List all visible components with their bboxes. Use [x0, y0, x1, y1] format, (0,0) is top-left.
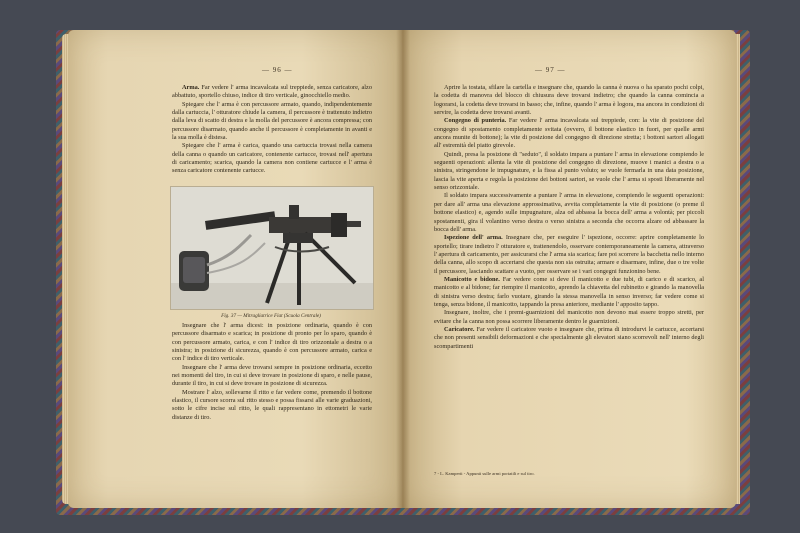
paragraph-text: Far vedere come si deve il manicotto e due tubi, di carico e di scarico, al manicotto e al bidone; far riempire il manicotto, aprendo la chiavetta del rubinetto e girando la manovella di sinistra verso destra; farlo vuotare, girando la stessa manovella in senso inverso; far vedere come si tenga, senza bidone, il manicotto, tappando la presa anteriore, mediante l' apposito tappo.: [434, 275, 704, 308]
figure-caption: Fig. 37 — Mitragliatrice Fiat (Scuola Centrale): [221, 313, 321, 319]
left-page-number: — 96 —: [262, 66, 293, 74]
paragraph: [434, 276, 704, 309]
paragraph-heading: Manicotto e bidone.: [444, 275, 500, 283]
paragraph-text: Insegnare che l' arma dicesi: in posizione ordinaria, quando è con percussore disarmato e scarica; in posizione di pronto per lo sparo, quando è con percussore armato, carica, e con l' indice di tiro orizzontale a destra o a sinistra; in posizione di sicurezza, quando è con percussore armato, carica e con l' indice di tiro verticale.: [172, 322, 372, 363]
right-text: [434, 84, 704, 351]
paragraph: [434, 234, 704, 276]
paragraph-heading: Caricatore.: [444, 325, 475, 333]
paragraph: [434, 84, 704, 117]
paragraph: [434, 309, 704, 326]
right-page-number: — 97 —: [535, 66, 566, 74]
left-text-top: [172, 84, 372, 176]
paragraph-text: Il soldato impara successivamente a puntare l' arma in elevazione, compiendo le seguenti operazioni: per dare all' arma una elevazione approssimativa, avvita completamente la vite di posizione (o preme il bottone elastico) e, agendo sulle impugnature, alza od abbassa la bocca dell' arma a volontà; per piccoli spostamenti, gira il volantino verso destra o verso sinistra a seconda che occorra alzare od abbassare la bocca dell' arma.: [434, 192, 704, 233]
paragraph-text: Far vedere l' arma incavalcata sul treppiede, senza caricatore, alzo abbattuto, sportello chiuso, indice di tiro verticale, ginocchiello medio.: [172, 84, 372, 100]
paragraph: [172, 322, 372, 364]
paragraph-text: Far vedere il caricatore vuoto e insegnare che, prima di introdurvi le cartucce, accertarsi che non presenti sensibili deformazioni e che specialmente gli elevatori siano scorrevoli nell' interno degli scompartimenti: [434, 325, 704, 350]
paragraph-text: Quindi, presa la posizione di "seduto", il soldato impara a puntare l' arma in elevazione compiendo le seguenti operazioni: allenta la vite di posizione del congegno di direzione, muove i manici a destra o a sinistra, stringendone le impugnature, e la fissa al punto voluto; se vuole fermarla in una data posizione, lascia la vite aperta e regola la posizione dei bottoni sartori, se vuole che l' arma si sposti liberamente nel senso orizzontale.: [434, 150, 704, 192]
paragraph-text: Spiegare che l' arma è con percussore armato, quando, indipendentemente dalla cartuccia, l' otturatore chiude la camera, il percussore è trattenuto indietro dalla leva di scatto di destra e la molla del percussore è ancora compressa; con percussore disarmato, quando anche il percussore è completamente in avanti e la sua molla è distesa.: [172, 100, 372, 142]
figure-machine-gun-photo: [170, 186, 374, 310]
paragraph-text: Insegnare che l' arma deve trovarsi sempre in posizione ordinaria, eccetto nei momenti del tiro, in cui si deve trovare in posizione di sparo, e nelle pause, durante il tiro, in cui si deve trovare in posizione di sicurezza.: [172, 363, 372, 388]
paragraph: [434, 192, 704, 234]
paragraph-text: Insegnare che, per eseguire l' ispezione, occorre: aprire completamente lo sportello; tirare indietro l' otturatore e, trattenendolo, osservare contemporaneamente la camera, attraverso l' apertura di caricamento, per assicurarsi che l' arma sia scarica; fare poi scorrere la bacchetta nello interno della canna, allo scopo di accertarsi che questa non sia ostruita; armare e disarmare, infine, due o tre volte il percussore, lasciando scattare a vuoto, per osservare se i vari congegni funzionino bene.: [434, 234, 705, 275]
paragraph: [172, 389, 372, 422]
paragraph-heading: Congegno di punteria.: [444, 117, 507, 125]
paragraph-text: Spiegare che l' arma è carica, quando una cartuccia trovasi nella camera della canna o quando un caricatore, contenente cartucce, trovasi nell' apertura di caricamento; scarica, quando la camera non contiene cartucce e l' arma è senza caricatore contenente cartucce.: [172, 142, 372, 175]
paragraph: [172, 101, 372, 143]
book-gutter: [396, 30, 410, 508]
paragraph: [434, 326, 704, 351]
paragraph: [434, 151, 704, 193]
left-text-bottom: [172, 322, 372, 422]
paragraph-text: Insegnare, inoltre, che i premi-guarnizioni del manicotto non devono mai essere troppo stretti, per evitare che la canna non possa scorrere liberamente dentro le guarnizioni.: [434, 309, 704, 325]
paragraph-text: Aprire la tostata, sfilare la cartella e insegnare che, quando la canna è nuova o ha sparato pochi colpi, la codetta di manovra del blocco di chiusura deve trovarsi indietro; che quando la canna comincia a logorarsi, la codetta deve trovarsi in basso; che, infine, quando l' arma è logora, ma ancora in condizioni di servire, la codetta deve trovarsi avanti.: [434, 84, 704, 117]
paragraph: [172, 364, 372, 389]
paragraph-text: Far vedere l' arma incavalcata sul treppiede, con: la vite di posizione del congegno di spostamento completamente svitata (ovvero, il bottone elastico in fuori, per quelle armi ancora munite di bottone); la vite di posizione del congegno di direzione stretta; i bottoni sartori allogati all' estremità del piatto girevole.: [434, 117, 704, 150]
paragraph-text: Mostrare l' alzo, sollevarne il ritto e far vedere come, premendo il bottone elastico, il cursore scorra sul ritto stesso e possa fissarsi alle varie graduazioni, sotto le cifre incise sul ritto, le quali rappresentano in ettometri le varie distanze di tiro.: [172, 388, 372, 421]
paragraph: [172, 84, 372, 101]
paragraph-heading: Ispezione dell' arma.: [444, 234, 503, 242]
page-footer-note: 7 - L. Kamperti - Appunti sulle armi portatili e sul tiro.: [434, 471, 535, 476]
paragraph-heading: Arma.: [182, 84, 200, 91]
paragraph: [172, 142, 372, 175]
paragraph: [434, 117, 704, 150]
